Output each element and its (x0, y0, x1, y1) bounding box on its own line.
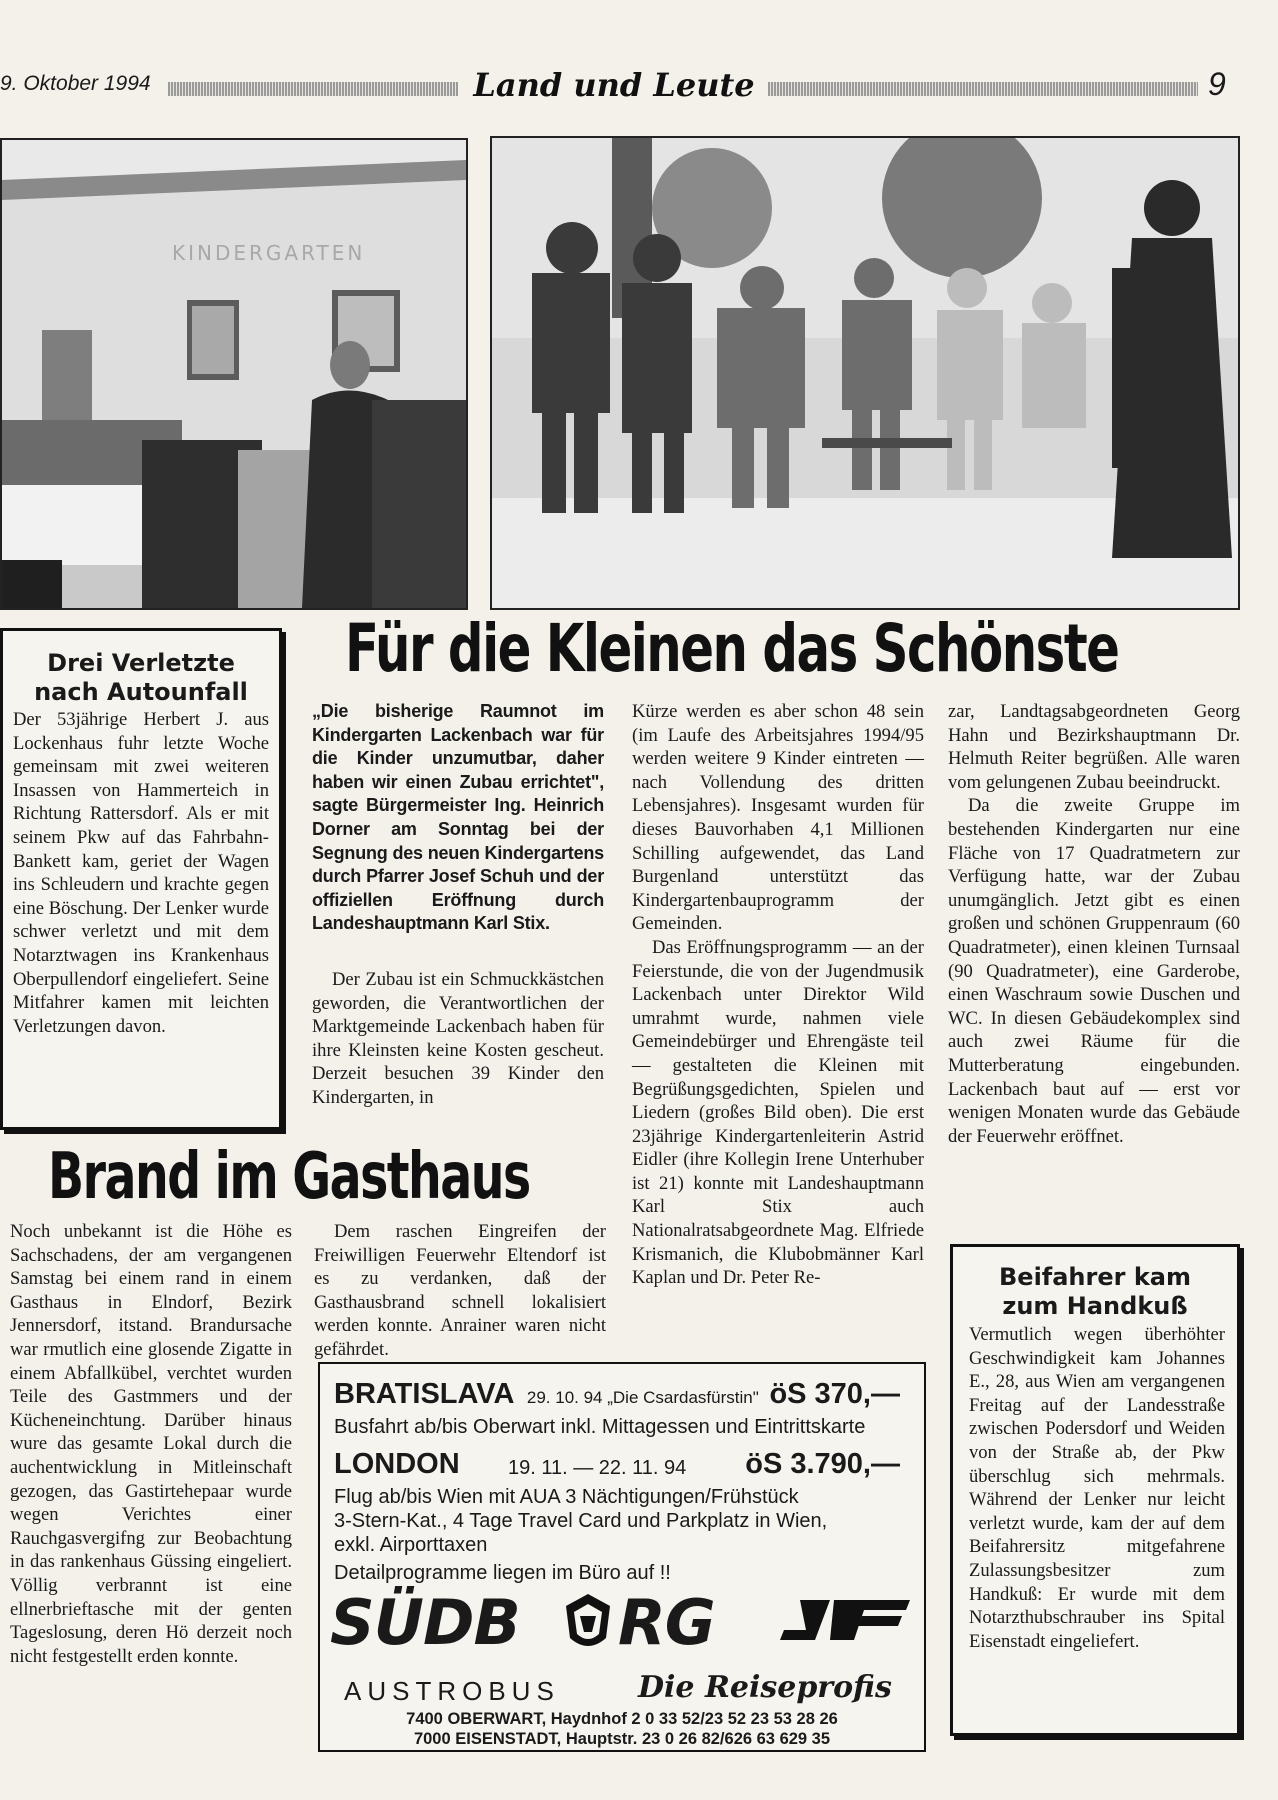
box-passenger-title-line2: zum Handkuß (1002, 1292, 1188, 1320)
article-col2-para1: Kürze werden es aber schon 48 sein (im Laufe des Arbeitsjahres 1994/95 werden weitere 9 Kinder eintreten — nach Vollendung des dritten Lebensjahres). Insgesamt wurden für dieses Bauvorhaben 4,1 Millionen Schilling aufgewendet, das Land Burgenland unterstützt das Kindergartenbauprogramm der Gemeinden. (632, 701, 924, 935)
kindergarten-sign: KINDERGARTEN (172, 241, 366, 265)
news-box-passenger (950, 1244, 1240, 1736)
ad-trip-london (334, 1448, 914, 1481)
crest-icon (562, 1592, 614, 1656)
ad-address-eisenstadt: 7000 EISENSTADT, Hauptstr. 23 0 26 82/626 63 629 35 (413, 1730, 831, 1748)
ad-trip2-price: öS 3.790,— (745, 1448, 900, 1480)
ad-trip1-date: 29. 10. 94 „Die Csardasfürstin" (526, 1388, 759, 1407)
article-col3-para1: zar, Landtagsabgeordneten Georg Hahn und Bezirkshauptmann Dr. Helmuth Reiter begrüßen. Alle waren vom gelungenen Zubau beeindruckt. (948, 701, 1240, 793)
box-accident-title-line1: Drei Verletzte (47, 649, 235, 677)
ad-trip-bratislava (334, 1378, 914, 1411)
ad-brand-sub: AUSTROBUS (344, 1676, 560, 1706)
travel-advertisement (318, 1362, 926, 1752)
header-rule-right (768, 82, 1198, 96)
ad-trip1-desc: Busfahrt ab/bis Oberwart inkl. Mittagessen und Eintrittskarte (334, 1416, 866, 1438)
section-masthead: Land und Leute (473, 66, 755, 104)
fire-col2-body: Dem raschen Eingreifen der Freiwilligen Feuerwehr Eltendorf ist es zu verdanken, daß der Gasthausbrand schnell lokalisiert werden konnte. Anrainer waren nicht gefährdet. (314, 1221, 606, 1360)
box-passenger-body: Vermutlich wegen überhöhter Geschwindigkeit kam Johannes E., 28, aus Wien am vergangenen Freitag auf der Landesstraße zwischen Podersdorf und Weiden von der Straße ab, der Pkw überschlug sich mehrmals. Während der Lenker nur leicht verletzt wurde, kam der auf dem Beifahrersitz mitgefahrene Zulassungsbesitzer zum Handkuß: Er wurde mit dem Notarzthubschrauber ins Spital Eisenstadt eingeliefert. (969, 1324, 1225, 1652)
fire-headline: Brand im Gasthaus (48, 1140, 530, 1214)
ad-trip2-city: LONDON (334, 1448, 460, 1480)
article-col3-para2: Da die zweite Gruppe im bestehenden Kindergarten nur eine Fläche von 17 Quadratmetern zur Verfügung hatte, war der Zubau unumgänglich. Jetzt gibt es einen großen und schönen Gruppenraum (60 Quadratmeter), einen kleinen Turnsaal (90 Quadratmeter), eine Garderobe, einen Waschraum sowie Duschen und WC. In diesen Gebäudekomplex sind auch zwei Räume für die Mutterberatung eingebunden. Lackenbach baut auf — erst vor wenigen Monaten wurde das Gebäude der Feuerwehr eröffnet. (948, 795, 1240, 1147)
ad-note: Detailprogramme liegen im Büro auf !! (334, 1562, 671, 1584)
ad-brand-logo (330, 1586, 914, 1664)
box-accident-title-line2: nach Autounfall (34, 678, 248, 706)
issue-date: 9. Oktober 1994 (0, 72, 151, 95)
photo-podium-speech (0, 138, 468, 610)
article-col2 (632, 700, 924, 1290)
ad-trip1-city: BRATISLAVA (334, 1378, 515, 1410)
photo-children-performing (490, 136, 1240, 610)
header-rule-left (168, 82, 458, 96)
article-col3 (948, 700, 1240, 1148)
ad-trip2-date: 19. 11. — 22. 11. 94 (508, 1457, 687, 1479)
box-passenger-title-line1: Beifahrer kam (999, 1263, 1191, 1291)
ad-trip2-desc1: Flug ab/bis Wien mit AUA 3 Nächtigungen/Frühstück (334, 1486, 799, 1508)
main-headline: Für die Kleinen das Schönste (345, 610, 1119, 687)
ad-trip2-desc2: 3-Stern-Kat., 4 Tage Travel Card und Parkplatz in Wien, (334, 1510, 828, 1532)
ad-trip1-price: öS 370,— (769, 1378, 900, 1410)
fire-col1-body: Noch unbekannt ist die Höhe es Sachschadens, der am vergangenen Samstag bei einem rand in einem Gasthaus in Elndorf, Bezirk Jennersdorf, itstand. Brandursache war rmutlich eine glosende Zigatte in einem Abfallkübel, verchtet wurden Teile des Gastmmers und der Kücheneinchtung. Darüber hinaus wure das gesamte Lokal durch die auchentwicklung in Mitleinschaft gezogen, das Gastirtehepaar wurde wegen Verichtes einer Rauchgasvergifng zur Beobachtung in das rankenhaus Güssing eingeliert. Völlig verbrannt ist eine ellnerbrieftasche mit der genten Tageslosung, deren Hö derzeit noch nicht festgestellt erden konnte. (10, 1221, 292, 1667)
logo-text-left: SÜDB (330, 1586, 520, 1659)
logo-text-right: RG (618, 1586, 715, 1659)
article-lead: „Die bisherige Raumnot im Kindergarten Lackenbach war für die Kinder unzumutbar, daher haben wir einen Zubau errichtet", sagte Bürgermeister Ing. Heinrich Dorner am Sonntag bei der Segnung des neuen Kindergartens durch Pfarrer Josef Schuh und der offiziellen Eröffnung durch Landeshauptmann Karl Stix. (312, 701, 604, 934)
article-col1-body: Der Zubau ist ein Schmuckkästchen geworden, die Verantwortlichen der Marktgemeinde Lackenbach haben für ihre Kleinsten keine Kosten gescheut. Derzeit besuchen 39 Kinder den Kindergarten, in (312, 969, 604, 1108)
news-box-car-accident (0, 628, 282, 1130)
box-accident-title (3, 631, 279, 707)
box-accident-body: Der 53jährige Herbert J. aus Lockenhaus fuhr letzte Woche gemeinsam mit zwei weiteren Insassen von Hammerteich in Richtung Rattersdorf. Als er mit seinem Pkw auf das Fahrbahn-Bankett kam, geriet der Wagen ins Schleudern und krachte gegen eine Böschung. Der Lenker wurde schwer verletzt und mit dem Notarztwagen ins Krankenhaus Oberpullendorf eingeliefert. Seine Mitfahrer kamen mit leichten Verletzungen davon. (13, 709, 269, 1037)
ad-address-oberwart: 7400 OBERWART, Haydnhof 2 0 33 52/23 52 23 53 28 26 (406, 1710, 838, 1728)
box-passenger-title (953, 1247, 1237, 1321)
jr-emblem-icon (770, 1600, 910, 1650)
page-number: 9 (1208, 66, 1226, 102)
ad-trip2-desc3: exkl. Airporttaxen (334, 1534, 488, 1556)
ad-tagline: Die Reiseprofis (638, 1670, 892, 1705)
article-col2-para2: Das Eröffnungsprogramm — an der Feierstunde, die von der Jugendmusik Lackenbach unter Direktor Wild umrahmt wurde, nahmen viele Gemeindebürger und Ehrengäste teil — gestalteten die Kleinen mit Begrüßungsgedichten, Spielen und Liedern (großes Bild oben). Die erst 23jährige Kindergartenleiterin Astrid Eidler (ihre Kollegin Irene Unterhuber ist 21) konnte mit Landeshauptmann Karl Stix auch Nationalratsabgeordnete Mag. Elfriede Krismanich, die Klubobmänner Karl Kaplan und Dr. Peter Re- (632, 936, 924, 1289)
